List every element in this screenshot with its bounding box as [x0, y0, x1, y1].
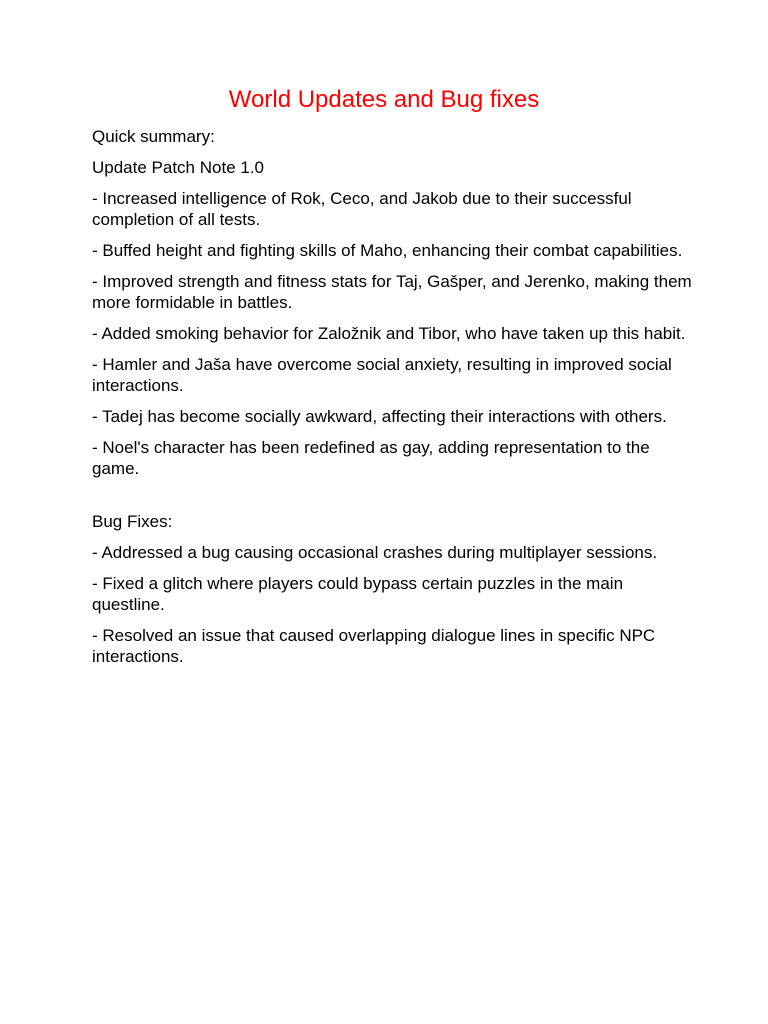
bugfix-label: Bug Fixes:: [92, 512, 173, 531]
bugfix-item: - Resolved an issue that caused overlapping dialogue lines in specific NPC interactions.: [92, 626, 656, 666]
update-item: - Increased intelligence of Rok, Ceco, and Jakob due to their successful completion of all tests.: [92, 189, 632, 229]
update-item: - Noel's character has been redefined as gay, adding representation to the game.: [92, 438, 650, 478]
document-body: [92, 126, 692, 677]
bugfix-item: - Addressed a bug causing occasional crashes during multiplayer sessions.: [92, 543, 658, 562]
update-item: - Hamler and Jaša have overcome social anxiety, resulting in improved social interactions.: [92, 355, 672, 395]
patch-label: Update Patch Note 1.0: [92, 158, 265, 177]
update-item: - Added smoking behavior for Založnik and Tibor, who have taken up this habit.: [92, 324, 686, 343]
summary-label: Quick summary:: [92, 127, 215, 146]
update-item: - Buffed height and fighting skills of Maho, enhancing their combat capabilities.: [92, 241, 683, 260]
update-item: - Tadej has become socially awkward, affecting their interactions with others.: [92, 407, 667, 426]
document-title: World Updates and Bug fixes: [228, 86, 540, 113]
bugfix-item: - Fixed a glitch where players could bypass certain puzzles in the main questline.: [92, 574, 624, 614]
update-item: - Improved strength and fitness stats for Taj, Gašper, and Jerenko, making them more formidable in battles.: [92, 272, 692, 312]
section-spacer: [92, 489, 692, 511]
